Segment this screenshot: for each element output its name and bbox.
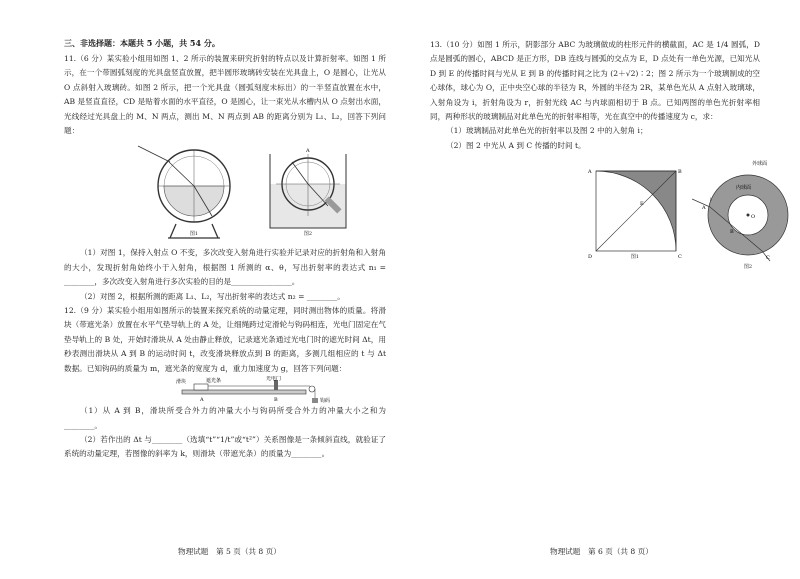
q12-sub2: （2）若作出的 Δt 与________（选填“t”“1/t”或“t²”）关系图像是一条倾斜直线，就验证了系统的动量定理，若图像的斜率为 k，则滑块（带遮光条）的质量为________。 — [64, 434, 386, 459]
q13-fig2-caption: 图2 — [743, 264, 753, 271]
q11-fig1-caption: 图1 — [189, 231, 199, 238]
q13-fig2-label-B: B — [730, 229, 734, 236]
q12-figure — [64, 376, 386, 404]
q12-stem: 12.（9 分）某实验小组用如图所示的装置来探究系统的动量定理，同时测出物体的质量。将滑块（带遮光条）放置在水平气垫导轨上的 A 处，让细绳跨过定滑轮与钩码相连，光电门固定在气垫导轨上的 B 处，开始时滑块从 A 处由静止释放，记录遮光条通过光电门时的遮光时间 Δt，用秒表测出滑块从 A 到 B 的运动时间 t，改变滑块释放点到 B 的距离，多测几组相应的 t 与 Δt 数据。已知钩码的质量为 m，遮光条的宽度为 d，重力加速度为 g，回答下列问题： — [64, 306, 386, 373]
q11-fig2 — [258, 144, 358, 236]
section-header: 三、非选择题：本题共 5 小题，共 54 分。 — [64, 38, 220, 48]
q13-fig2-label-A: A — [702, 205, 706, 212]
q13-sub1: （1）玻璃制品对此单色光的折射率以及图 2 中的入射角 i； — [446, 126, 648, 136]
q11-sub2: （2）对图 2，根据所测的距离 L₁、L₂，写出折射率的表达式 n₂ = ________。 — [80, 291, 345, 301]
q13-fig2-label-inner: 内球面 — [736, 185, 752, 192]
q11-sub1: （1）对图 1，保持入射点 O 不变，多次改变入射角进行实验并记录对应的折射角和入射角的大小，发现折射角始终小于入射角，根据图 1 所测的 α、θ，写出折射率的表达式 n₁ = ________，多次改变入射角进行多次实验的目的是________________。 — [64, 248, 386, 287]
q11-fig2-caption: 图2 — [303, 231, 313, 238]
svg-text:A: A — [306, 148, 310, 155]
q12-label-A: A — [200, 397, 204, 404]
q11-stem: 11.（6 分）某实验小组用如图 1、2 所示的装置来研究折射的特点以及计算折射率。如图 1 所示，在一个带圆弧刻度的光具盘竖直放置，把半圆形玻璃砖安装在光具盘上，O 是圆心，让光从 O 点斜射入玻璃砖。如图 2 所示，把一个光具盘（圆弧刻度未标出）的一半竖直放置在水中，AB 是竖直直径，CD 是贴着水面的水平直径，O 是圆心，让一束光从水槽内从 O 点射出水面，光线经过光具盘上的 M、N 两点，测出 M、N 两点到 AB 的距离分别为 L₁、L₂，回答下列问题： — [64, 54, 386, 136]
q13-fig2-label-outer: 外球面 — [752, 161, 768, 168]
q12-label-shade: 遮光条 — [206, 378, 222, 385]
q12-label-weight: 钩码 — [320, 398, 331, 405]
q12-label-slider: 滑块 — [176, 379, 187, 386]
q11-figures — [64, 138, 386, 246]
page5-footer: 物理试题 第 5 页（共 8 页） — [178, 547, 281, 556]
q11-fig1 — [134, 140, 254, 240]
q13-fig1-caption: 图1 — [630, 254, 640, 261]
q13-fig2 — [692, 159, 800, 269]
q13-stem: 13.（10 分）如图 1 所示，阴影部分 ABC 为玻璃做成的柱形元件的横截面，AC 是 1/4 圆弧，D 点是圆弧的圆心，ABCD 是正方形，DB 连线与圆弧的交点为 E，D 点处有一单色光源，已知光从 D 到 E 的传播时间与光从 E 到 B 的传播时间之比为 (2＋√2)∶2；图 2 所示为一个玻璃制成的空心球体，球心为 O，正中央空心球的半径为 R，外圆的半径为 2R，某单色光从 A 点射入玻璃球，入射角设为 i，折射角设为 r，折射光线 AC 与内球面相切于 B 点。已知两图的单色光折射率相同，两种形状的玻璃制品对此单色光的折射率相等，光在真空中的传播速度为 c，求： — [430, 40, 760, 122]
q13-fig1-label-A: A — [588, 169, 592, 176]
q13-fig1-label-E: E — [640, 201, 644, 208]
q12-apparatus — [174, 376, 344, 404]
q12-sub1: （1）从 A 到 B，滑块所受合外力的冲量大小与钩码所受合外力的冲量大小之和为________。 — [64, 406, 386, 430]
page6-footer: 物理试题 第 6 页（共 8 页） — [550, 547, 653, 556]
q13-fig2-label-i: i — [710, 197, 712, 204]
q12-label-gate: 光电门 — [266, 376, 282, 383]
q12-label-B: B — [274, 397, 278, 404]
q13-fig2-label-O: O — [751, 214, 756, 221]
q13-fig1-label-B: B — [678, 169, 682, 176]
q13-fig1-label-D: D — [588, 254, 593, 261]
q13-sub2: （2）图 2 中光从 A 到 C 传播的时间 t。 — [446, 140, 586, 150]
q13-fig1-label-C: C — [678, 254, 682, 261]
page-6 — [400, 0, 800, 579]
q13-figures — [430, 153, 770, 273]
q13-fig2-label-C: C — [766, 255, 770, 262]
